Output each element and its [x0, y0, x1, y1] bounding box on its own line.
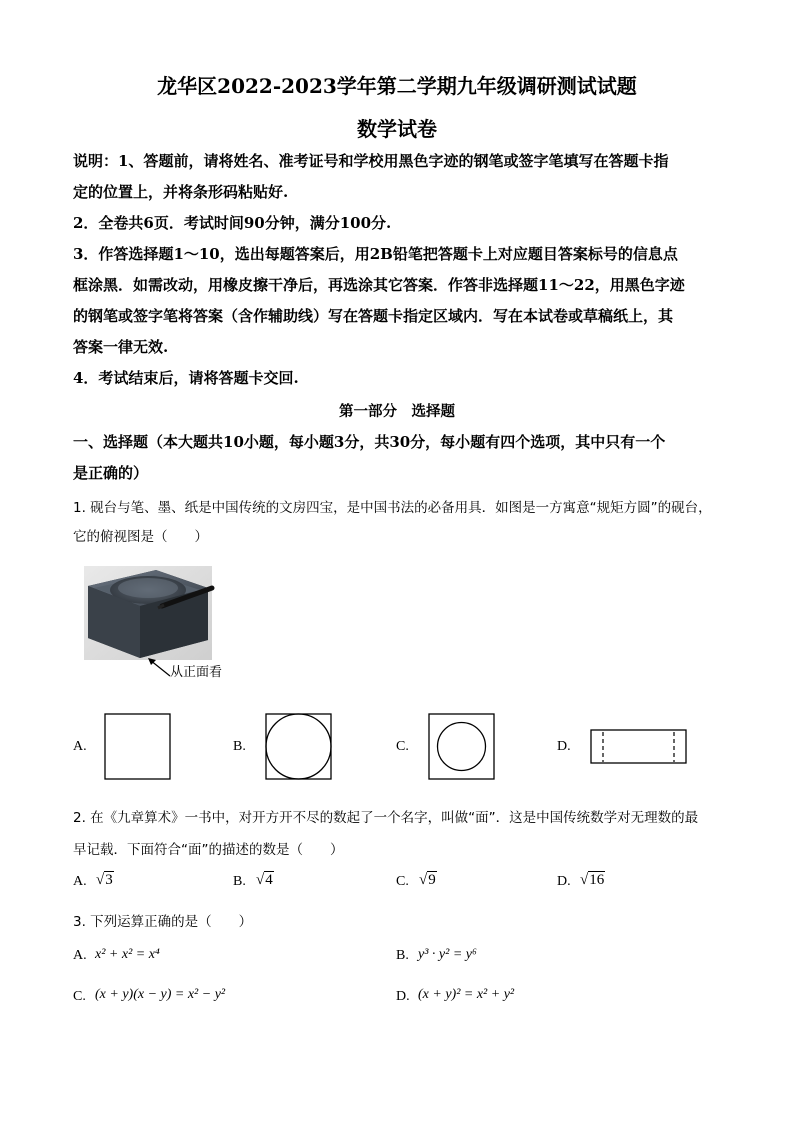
instruction-line: 2．全卷共6页．考试时间90分钟，满分100分. — [73, 214, 392, 232]
page-title: 龙华区2022-2023学年第二学期九年级调研测试试题 — [157, 74, 637, 98]
q2-option-b-value: √4 — [256, 872, 273, 888]
instruction-line: 说明：1、答题前，请将姓名、准考证号和学校用黑色字迹的钢笔或签字笔填写在答题卡指 — [73, 152, 669, 170]
option-d-label: D. — [557, 739, 571, 754]
instruction-line: 的钢笔或签字笔将答案（含作辅助线）写在答题卡指定区域内．写在本试卷或草稿纸上，其 — [73, 307, 674, 325]
question-2-stem: 2. 在《九章算术》一书中，对开方开不尽的数起了一个名字，叫做“面”．这是中国传统数学对无理数的最 — [73, 810, 699, 826]
instruction-line: 4．考试结束后，请将答题卡交回. — [73, 369, 299, 387]
q2-option-a-label: A. — [73, 874, 87, 889]
option-c-label: C. — [396, 739, 409, 754]
question-2-stem: 早记载．下面符合“面”的描述的数是（ ） — [73, 842, 344, 858]
question-1-stem: 它的俯视图是（ ） — [73, 529, 208, 545]
page-subtitle: 数学试卷 — [357, 117, 437, 141]
inkstone-photo — [84, 566, 212, 660]
view-direction-arrow — [146, 656, 172, 678]
q2-option-d-label: D. — [557, 874, 571, 889]
q3-option-a-label: A. — [73, 948, 87, 963]
section-heading: 是正确的） — [73, 464, 149, 482]
question-3-stem: 3. 下列运算正确的是（ ） — [73, 914, 253, 930]
q2-option-d-value: √16 — [580, 872, 605, 888]
instruction-line: 框涂黑．如需改动，用橡皮擦干净后，再选涂其它答案．作答非选择题11～22，用黑色字迹 — [73, 276, 685, 294]
option-b-figure — [265, 713, 333, 781]
part-heading: 第一部分 选择题 — [339, 403, 455, 420]
option-b-label: B. — [233, 739, 246, 754]
q2-option-b-label: B. — [233, 874, 246, 889]
instruction-line: 3．作答选择题1～10，选出每题答案后，用2B铅笔把答题卡上对应题目答案标号的信息点 — [73, 245, 678, 263]
q2-option-a-value: √3 — [96, 872, 113, 888]
q3-option-c-label: C. — [73, 989, 86, 1004]
option-c-figure — [428, 713, 496, 781]
q3-option-b-label: B. — [396, 948, 409, 963]
q2-option-c-value: √9 — [419, 872, 436, 888]
instruction-line: 定的位置上，并将条形码粘贴好. — [73, 183, 289, 201]
photo-caption: 从正面看 — [170, 665, 223, 680]
option-d-figure — [590, 729, 688, 765]
option-a-label: A. — [73, 739, 87, 754]
section-heading: 一、选择题（本大题共10小题，每小题3分，共30分，每小题有四个选项，其中只有一个 — [73, 433, 666, 451]
q3-option-b-expr: y³ · y² = y⁶ — [418, 947, 477, 962]
q3-option-d-expr: (x + y)² = x² + y² — [418, 987, 515, 1002]
option-a-figure — [104, 713, 172, 781]
instruction-line: 答案一律无效. — [73, 338, 169, 356]
q3-option-d-label: D. — [396, 989, 410, 1004]
q3-option-c-expr: (x + y)(x − y) = x² − y² — [95, 987, 226, 1002]
question-1-stem: 1. 砚台与笔、墨、纸是中国传统的文房四宝，是中国书法的必备用具．如图是一方寓意“规矩方圆”的砚台， — [73, 500, 712, 516]
q3-option-a-expr: x² + x² = x⁴ — [95, 947, 160, 962]
q2-option-c-label: C. — [396, 874, 409, 889]
